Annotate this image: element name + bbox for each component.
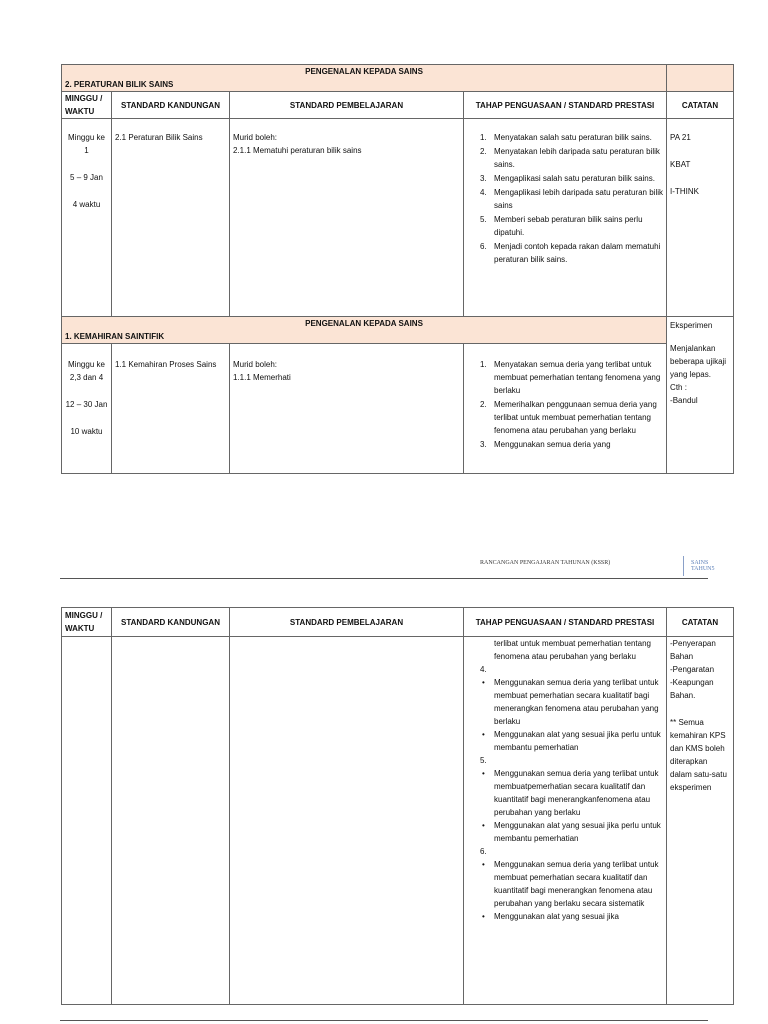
- catatan-item: Menjalankan beberapa ujikaji yang lepas.: [670, 344, 727, 379]
- header-minggu: MINGGU / WAKTU: [62, 92, 112, 119]
- minggu-hours: 10 waktu: [70, 427, 103, 436]
- list-item: • Menggunakan alat yang sesuai jika perlu untuk membantu pemerhatian: [482, 821, 661, 843]
- list-item: • Menggunakan semua deria yang terlibat untuk membuat pemerhatian secara kualitatif bagi menerangkan fenomena atau perubahan yang berlaku: [482, 678, 659, 726]
- list-item: 2. Memerihalkan penggunaan semua deria yang terlibat untuk membuat pemerhatian tentang fenomena atau perubahan yang berlaku: [480, 400, 657, 435]
- list-item: • Menggunakan alat yang sesuai jika perlu untuk membantu pemerhatian: [482, 730, 661, 752]
- table-row: [62, 119, 734, 317]
- lesson-plan-table-1: [61, 64, 734, 474]
- section-heading: PENGENALAN KEPADA SAINS: [305, 319, 423, 328]
- header-standard-pembelajaran: STANDARD PEMBELAJARAN: [230, 608, 464, 637]
- header-standard-kandungan: STANDARD KANDUNGAN: [112, 92, 230, 119]
- list-item: • Menggunakan semua deria yang terlibat untuk membuat pemerhatian secara kualitatif dan kuantitatif bagi menerangkan fenomena atau perubahan yang berlaku secara sistematik: [482, 860, 659, 908]
- table-header-row: [62, 92, 734, 119]
- table-row: [62, 637, 734, 1005]
- level-number: 5.: [480, 756, 487, 765]
- list-item: 3. Mengaplikasi salah satu peraturan bilik sains.: [480, 174, 655, 183]
- catatan-item: I-THINK: [670, 187, 699, 196]
- header-standard-kandungan: STANDARD KANDUNGAN: [112, 608, 230, 637]
- minggu-hours: 4 waktu: [72, 200, 101, 209]
- standard-kandungan: 1.1 Kemahiran Proses Sains: [115, 360, 217, 369]
- list-item: 5. Memberi sebab peraturan bilik sains perlu dipatuhi.: [480, 215, 643, 237]
- header-right: SAINS TAHUN5: [691, 560, 715, 572]
- level-number: 4.: [480, 665, 487, 674]
- section-heading: PENGENALAN KEPADA SAINS: [305, 67, 423, 76]
- catatan-item: -Penyerapan Bahan: [670, 639, 716, 661]
- header-divider: [683, 556, 684, 576]
- list-item: 1. Menyatakan salah satu peraturan bilik sains.: [480, 133, 652, 142]
- minggu-week: Minggu ke 1: [68, 133, 105, 155]
- list-item: 2. Menyatakan lebih daripada satu peraturan bilik sains.: [480, 147, 660, 169]
- catatan-item: -Pengaratan: [670, 665, 715, 674]
- header-tahap: TAHAP PENGUASAAN / STANDARD PRESTASI: [464, 92, 667, 119]
- standard-pembelajaran: 2.1.1 Mematuhi peraturan bilik sains: [233, 146, 362, 155]
- running-header: [60, 556, 715, 579]
- header-catatan: CATATAN: [667, 92, 734, 119]
- catatan-item: Eksperimen: [670, 321, 713, 330]
- standard-pembelajaran: 1.1.1 Memerhati: [233, 373, 291, 382]
- header-tahap: TAHAP PENGUASAAN / STANDARD PRESTASI: [464, 608, 667, 637]
- catatan-item: Cth :: [670, 383, 687, 392]
- pembelajaran-intro: Murid boleh:: [233, 133, 278, 142]
- standard-kandungan: 2.1 Peraturan Bilik Sains: [115, 133, 203, 142]
- minggu-dates: 12 – 30 Jan: [65, 400, 108, 409]
- minggu-week: Minggu ke: [68, 360, 105, 369]
- catatan-note: ** Semua kemahiran KPS dan KMS boleh diterapkan dalam satu-satu eksperimen: [670, 718, 727, 792]
- minggu-weeks: 2,3 dan 4: [69, 373, 104, 382]
- list-item: • Menggunakan alat yang sesuai jika: [482, 912, 619, 921]
- minggu-dates: 5 – 9 Jan: [70, 173, 103, 182]
- level-number: 6.: [480, 847, 487, 856]
- tahap-list: [480, 358, 663, 451]
- section-title: 2. PERATURAN BILIK SAINS: [65, 80, 174, 89]
- header-left: RANCANGAN PENGAJARAN TAHUNAN (KSSR): [480, 560, 611, 566]
- section-title: 1. KEMAHIRAN SAINTIFIK: [65, 332, 165, 341]
- pembelajaran-intro: Murid boleh:: [233, 360, 278, 369]
- section-header-row: [62, 317, 734, 344]
- header-minggu: MINGGU / WAKTU: [62, 608, 112, 637]
- tahap-list: [480, 131, 663, 266]
- level5-list: [480, 767, 663, 845]
- list-item: 1. Menyatakan semua deria yang terlibat untuk membuat pemerhatian tentang fenomena yang berlaku: [480, 360, 661, 395]
- list-item: 4. Mengaplikasi lebih daripada satu peraturan bilik sains: [480, 188, 663, 210]
- table-row: [62, 344, 734, 474]
- footer-divider: [60, 1020, 708, 1021]
- level6-list: [480, 858, 663, 923]
- tahap-continued: terlibat untuk membuat pemerhatian tentang fenomena atau perubahan yang berlaku: [494, 639, 651, 661]
- catatan-item: -Bandul: [670, 396, 698, 405]
- list-item: 6. Menjadi contoh kepada rakan dalam mematuhi peraturan bilik sains.: [480, 242, 661, 264]
- catatan-item: -Keapungan Bahan.: [670, 678, 714, 700]
- section-header-row: [62, 65, 734, 92]
- header-catatan: CATATAN: [667, 608, 734, 637]
- level4-list: [480, 676, 663, 754]
- header-standard-pembelajaran: STANDARD PEMBELAJARAN: [230, 92, 464, 119]
- table-header-row: [62, 608, 734, 637]
- catatan-item: KBAT: [670, 160, 691, 169]
- catatan-item: PA 21: [670, 133, 691, 142]
- list-item: • Menggunakan semua deria yang terlibat untuk membuatpemerhatian secara kualitatif dan kuantitatif bagi menerangkanfenomena atau perubahan yang berlaku: [482, 769, 659, 817]
- lesson-plan-table-2: [61, 607, 734, 1005]
- list-item: 3. Menggunakan semua deria yang: [480, 440, 611, 449]
